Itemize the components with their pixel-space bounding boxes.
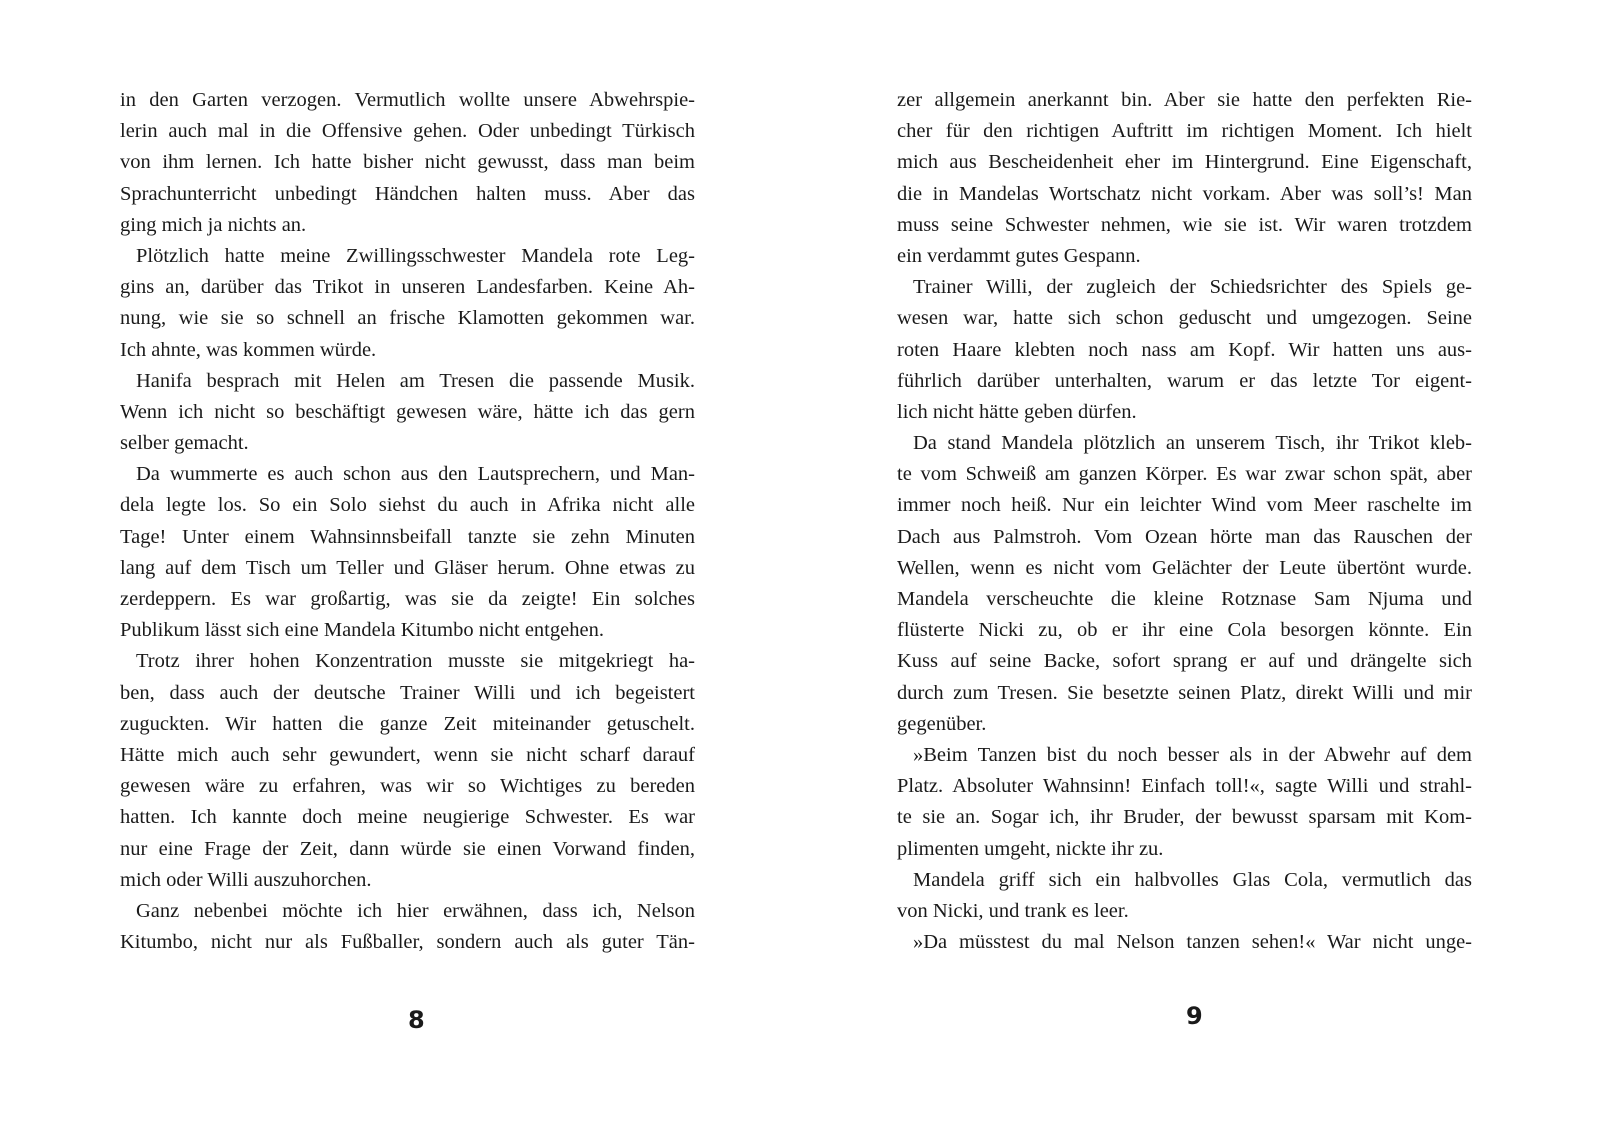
text-line: Plötzlich hatte meine Zwillingsschwester Mandela rote Leg- <box>136 244 695 267</box>
text-line: lich nicht hätte geben dürfen. <box>897 400 1137 423</box>
text-line: zerdeppern. Es war großartig, was sie da zeigte! Ein solches <box>120 588 695 610</box>
text-line: führlich darüber unterhalten, warum er das letzte Tor eigent- <box>897 369 1472 392</box>
text-line: nur eine Frage der Zeit, dann würde sie einen Vorwand finden, <box>120 837 695 860</box>
text-line: Tage! Unter einem Wahnsinnsbeifall tanzte sie zehn Minuten <box>120 525 695 548</box>
page-number-right: 9 <box>1186 1002 1203 1030</box>
text-line: hatten. Ich kannte doch meine neugierige Schwester. Es war <box>120 806 695 829</box>
text-line: Wenn ich nicht so beschäftigt gewesen wäre, hätte ich das gern <box>120 400 695 423</box>
text-line: Dach aus Palmstroh. Vom Ozean hörte man das Rauschen der <box>897 525 1472 548</box>
text-line: von Nicki, und trank es leer. <box>897 899 1129 922</box>
text-line: flüsterte Nicki zu, ob er ihr eine Cola besorgen könnte. Ein <box>897 619 1472 642</box>
text-line: Da stand Mandela plötzlich an unserem Tisch, ihr Trikot kleb- <box>913 432 1472 455</box>
text-line: nung, wie sie so schnell an frische Klamotten gekommen war. <box>120 307 695 330</box>
text-line: Trotz ihrer hohen Konzentration musste sie mitgekriegt ha- <box>136 650 695 673</box>
text-line: te sie an. Sogar ich, ihr Bruder, der bewusst sparsam mit Kom- <box>897 806 1472 829</box>
text-line: Kuss auf seine Backe, sofort sprang er auf und drängelte sich <box>897 650 1472 673</box>
text-line: Sprachunterricht unbedingt Händchen halten muss. Aber das <box>120 182 695 205</box>
text-line: Kitumbo, nicht nur als Fußballer, sondern auch als guter Tän- <box>120 931 695 954</box>
text-line: die in Mandelas Wortschatz nicht vorkam. Aber was soll’s! Man <box>897 182 1472 205</box>
text-line: Hätte mich auch sehr gewundert, wenn sie nicht scharf darauf <box>120 743 695 766</box>
text-line: plimenten umgeht, nickte ihr zu. <box>897 837 1164 860</box>
text-line: Publikum lässt sich eine Mandela Kitumbo nicht entgehen. <box>120 619 604 642</box>
text-line: zuguckten. Wir hatten die ganze Zeit miteinander getuschelt. <box>120 712 695 735</box>
text-line: Da wummerte es auch schon aus den Lautsprechern, und Man- <box>136 463 695 486</box>
text-line: roten Haare klebten noch nass am Kopf. Wir hatten uns aus- <box>897 338 1472 361</box>
text-line: in den Garten verzogen. Vermutlich wollte unsere Abwehrspie- <box>120 89 695 111</box>
text-line: Trainer Willi, der zugleich der Schiedsrichter des Spiels ge- <box>913 276 1472 299</box>
text-line: ein verdammt gutes Gespann. <box>897 244 1141 267</box>
text-line: von ihm lernen. Ich hatte bisher nicht gewusst, dass man beim <box>120 151 695 174</box>
text-line: Platz. Absoluter Wahnsinn! Einfach toll!«, sagte Willi und strahl- <box>897 775 1472 798</box>
text-line: lerin auch mal in die Offensive gehen. Oder unbedingt Türkisch <box>120 120 695 143</box>
text-line: Hanifa besprach mit Helen am Tresen die passende Musik. <box>136 369 695 392</box>
text-line: cher für den richtigen Auftritt im richtigen Moment. Ich hielt <box>897 120 1472 143</box>
text-line: ben, dass auch der deutsche Trainer Willi und ich begeistert <box>120 681 695 704</box>
text-line: durch zum Tresen. Sie besetzte seinen Platz, direkt Willi und mir <box>897 681 1472 704</box>
text-line: ging mich ja nichts an. <box>120 213 307 236</box>
text-line: selber gemacht. <box>120 432 249 455</box>
text-line: lang auf dem Tisch um Teller und Gläser herum. Ohne etwas zu <box>120 556 695 579</box>
text-line: te vom Schweiß am ganzen Körper. Es war zwar schon spät, aber <box>897 463 1472 486</box>
text-line: mich oder Willi auszuhorchen. <box>120 868 372 891</box>
text-line: Mandela verscheuchte die kleine Rotznase Sam Njuma und <box>897 588 1472 610</box>
right-page <box>897 85 1472 958</box>
text-line: mich aus Bescheidenheit eher im Hintergrund. Eine Eigenschaft, <box>897 151 1472 174</box>
text-line: zer allgemein anerkannt bin. Aber sie hatte den perfekten Rie- <box>897 89 1472 111</box>
left-page <box>120 85 695 958</box>
text-line: Ich ahnte, was kommen würde. <box>120 338 377 361</box>
text-line: Mandela griff sich ein halbvolles Glas Cola, vermutlich das <box>913 868 1472 891</box>
page-number-left: 8 <box>408 1006 425 1034</box>
text-line: Ganz nebenbei möchte ich hier erwähnen, dass ich, Nelson <box>136 899 695 922</box>
text-line: »Beim Tanzen bist du noch besser als in der Abwehr auf dem <box>913 743 1472 766</box>
text-line: immer noch heiß. Nur ein leichter Wind vom Meer raschelte im <box>897 494 1472 517</box>
text-line: »Da müsstest du mal Nelson tanzen sehen!« War nicht unge- <box>913 931 1472 954</box>
text-line: muss seine Schwester nehmen, wie sie ist. Wir waren trotzdem <box>897 213 1472 236</box>
text-line: gewesen wäre zu erfahren, was wir so Wichtiges zu bereden <box>120 775 695 798</box>
text-line: gins an, darüber das Trikot in unseren Landesfarben. Keine Ah- <box>120 276 695 299</box>
text-line: Wellen, wenn es nicht vom Gelächter der Leute übertönt wurde. <box>897 556 1472 579</box>
text-line: wesen war, hatte sich schon geduscht und umgezogen. Seine <box>897 307 1472 330</box>
text-line: gegenüber. <box>897 712 987 735</box>
text-line: dela legte los. So ein Solo siehst du auch in Afrika nicht alle <box>120 494 695 517</box>
